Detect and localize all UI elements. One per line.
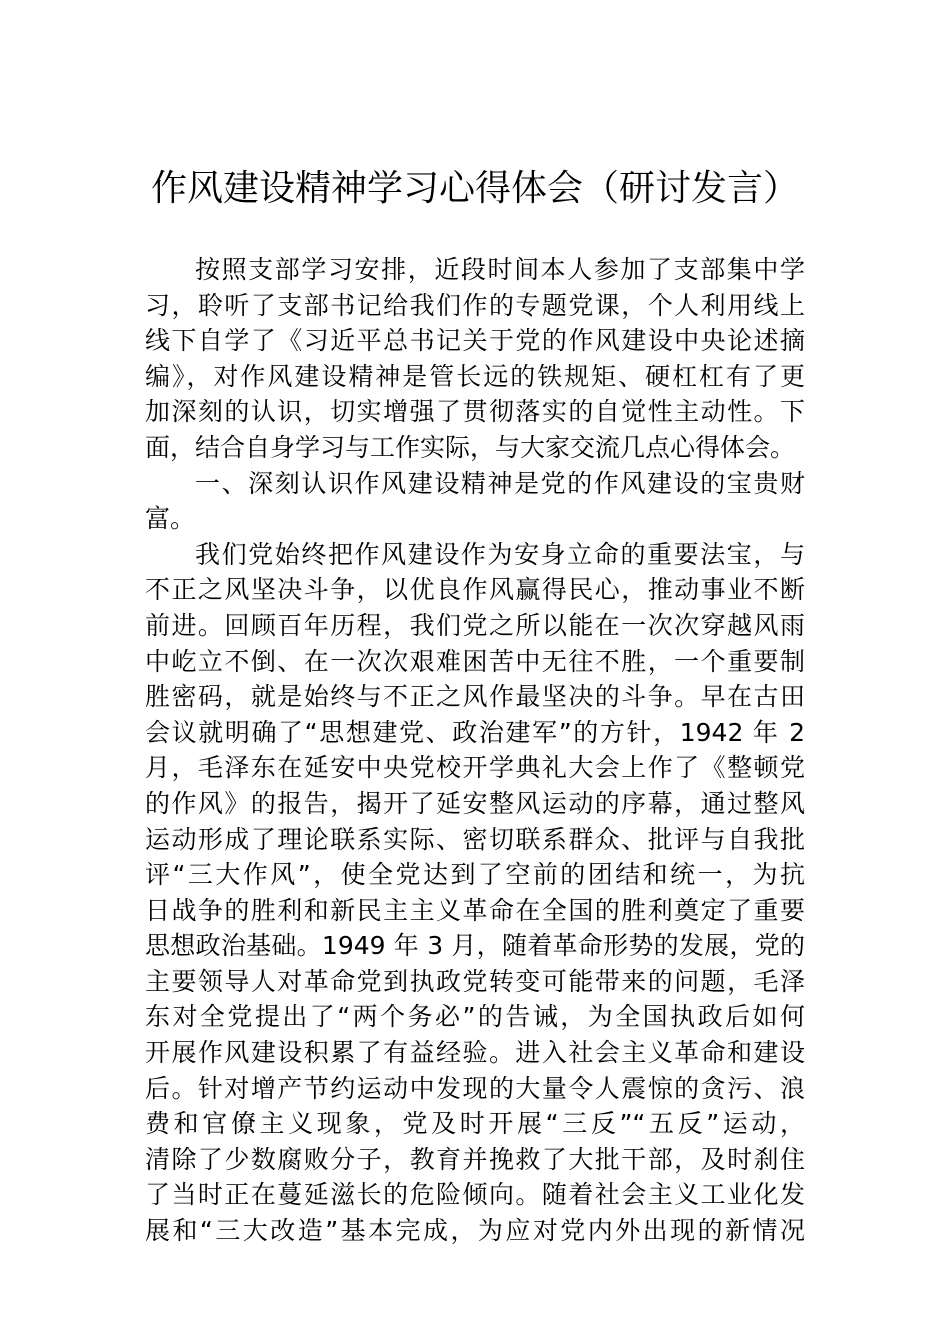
paragraph-line: 思想政治基础。1949 年 3 月，随着革命形势的发展，党的 xyxy=(145,931,805,961)
paragraph-line: 会议就明确了“思想建党、政治建军”的方针，1942 年 2 xyxy=(145,717,805,747)
paragraph-line: 面，结合自身学习与工作实际，与大家交流几点心得体会。 xyxy=(145,432,796,462)
paragraph-line: 的作风》的报告，揭开了延安整风运动的序幕，通过整风 xyxy=(145,788,805,818)
paragraph-line: 评“三大作风”，使全党达到了空前的团结和统一，为抗 xyxy=(145,860,805,890)
paragraph-line: 按照支部学习安排，近段时间本人参加了支部集中学 xyxy=(195,255,805,284)
paragraph-line: 月，毛泽东在延安中央党校开学典礼大会上作了《整顿党 xyxy=(145,753,805,783)
paragraph-line: 了当时正在蔓延滋长的危险倾向。随着社会主义工业化发 xyxy=(145,1180,805,1210)
paragraph-line: 前进。回顾百年历程，我们党之所以能在一次次穿越风雨 xyxy=(145,610,805,640)
paragraph-line: 习，聆听了支部书记给我们作的专题党课，个人利用线上 xyxy=(145,290,805,320)
paragraph-line: 后。针对增产节约运动中发现的大量令人震惊的贪污、浪 xyxy=(145,1073,805,1103)
paragraph-line: 东对全党提出了“两个务必”的告诫，为全国执政后如何 xyxy=(145,1002,805,1032)
paragraph-line: 清除了少数腐败分子，教育并挽救了大批干部，及时刹住 xyxy=(145,1144,805,1174)
paragraph-line: 费和官僚主义现象，党及时开展“三反”“五反”运动， xyxy=(145,1109,805,1139)
paragraph-line: 主要领导人对革命党到执政党转变可能带来的问题，毛泽 xyxy=(145,966,805,996)
paragraph-line: 不正之风坚决斗争，以优良作风赢得民心，推动事业不断 xyxy=(145,575,805,605)
paragraph-line: 加深刻的认识，切实增强了贯彻落实的自觉性主动性。下 xyxy=(145,397,805,427)
paragraph-line: 开展作风建设积累了有益经验。进入社会主义革命和建设 xyxy=(145,1038,805,1068)
paragraph-line: 线下自学了《习近平总书记关于党的作风建设中央论述摘 xyxy=(145,326,805,356)
paragraph-line: 展和“三大改造”基本完成，为应对党内外出现的新情况 xyxy=(145,1216,805,1246)
paragraph-line: 编》，对作风建设精神是管长远的铁规矩、硬杠杠有了更 xyxy=(145,361,805,391)
paragraph-line: 日战争的胜利和新民主主义革命在全国的胜利奠定了重要 xyxy=(145,895,805,925)
document-body xyxy=(145,252,805,1249)
paragraph-line: 我们党始终把作风建设作为安身立命的重要法宝，与 xyxy=(195,539,805,569)
paragraph-line: 中屹立不倒、在一次次艰难困苦中无往不胜，一个重要制 xyxy=(145,646,805,676)
page-title: 作风建设精神学习心得体会（研讨发言） xyxy=(150,168,799,209)
paragraph-line: 运动形成了理论联系实际、密切联系群众、批评与自我批 xyxy=(145,824,805,854)
paragraph-line: 胜密码，就是始终与不正之风作最坚决的斗争。早在古田 xyxy=(145,682,805,712)
section-heading-line: 富。 xyxy=(145,504,196,534)
section-heading-line: 一、深刻认识作风建设精神是党的作风建设的宝贵财 xyxy=(195,468,805,498)
